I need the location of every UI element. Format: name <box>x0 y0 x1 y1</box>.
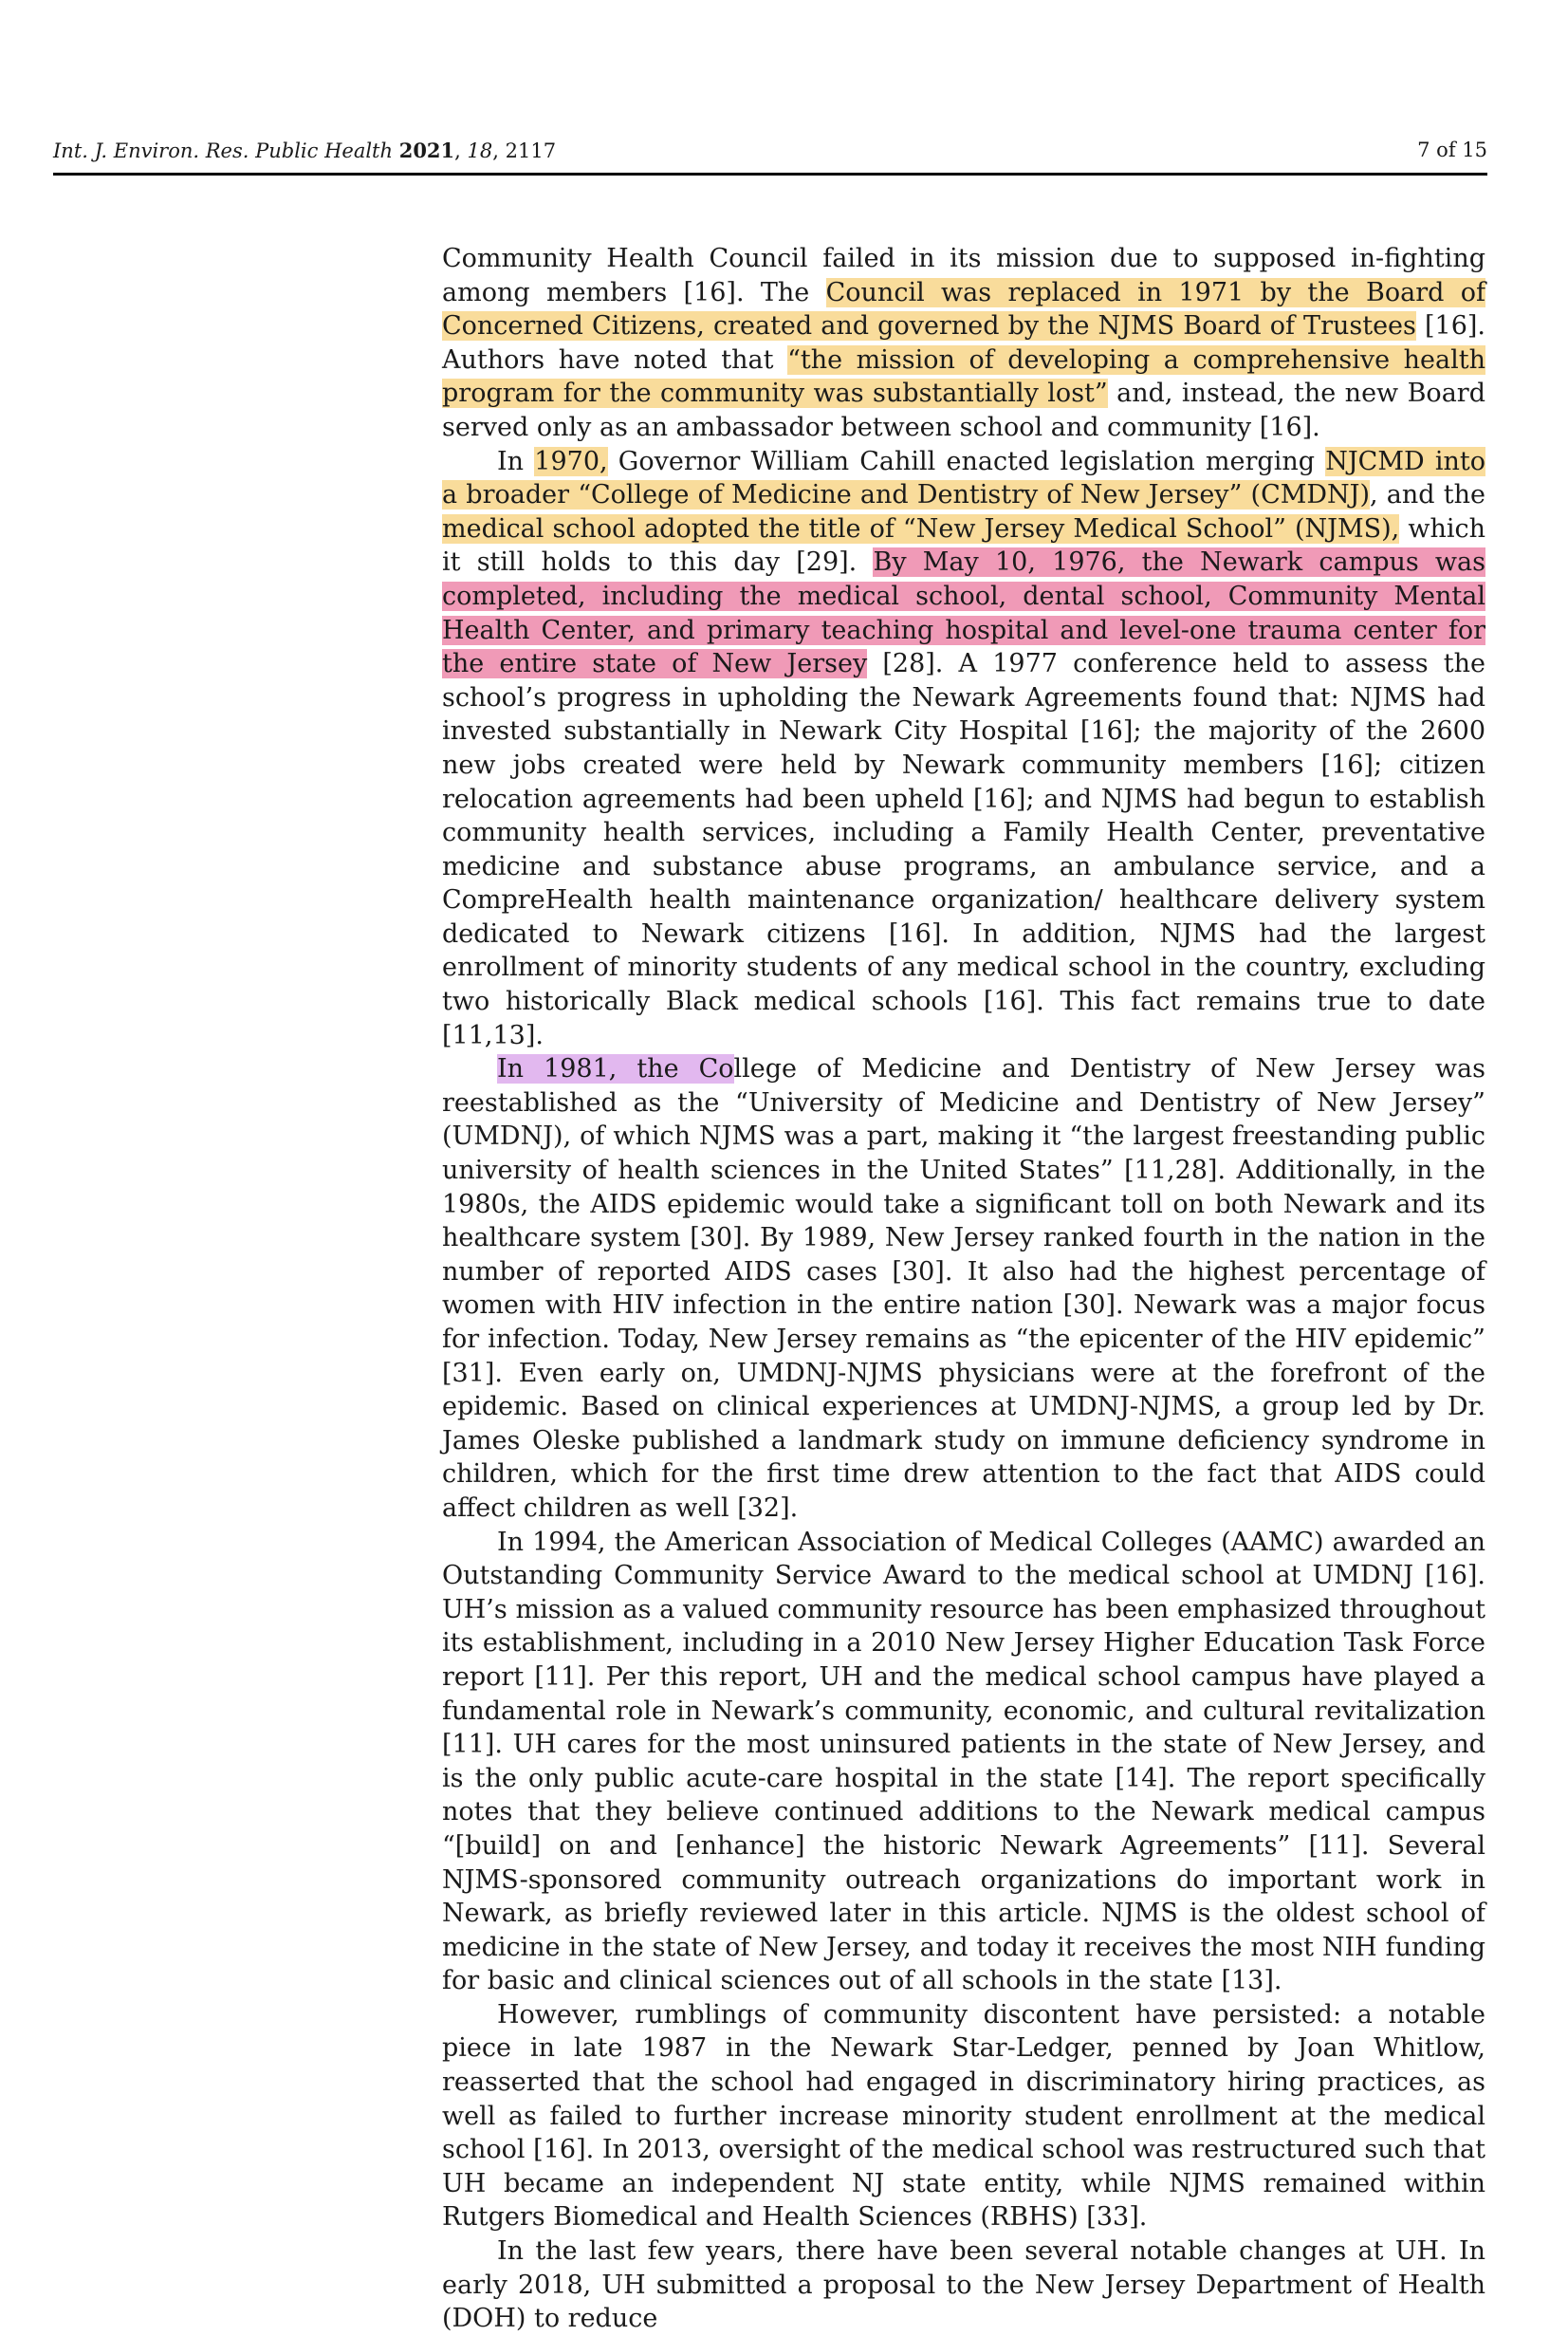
highlighted-text: 1970, <box>534 446 608 476</box>
text-run: [16]. Authors have noted that <box>442 311 1485 375</box>
journal-volume: 18 <box>467 139 493 162</box>
text-run: In the last few years, there have been several notable changes at UH. In early 2018, UH submitted a proposal to the New Jersey Department of Health (DOH) to reduce <box>442 2236 1485 2334</box>
journal-citation: Int. J. Environ. Res. Public Health 2021, 18, 2117 <box>53 139 557 162</box>
highlighted-text: Council was replaced in 1971 by the Board of Concerned Citizens, created and governed by the NJMS Board of Trustees <box>442 277 1485 342</box>
highlighted-text: NJCMD into a broader “College of Medicine and Dentistry of New Jersey” (CMDNJ) <box>442 446 1485 510</box>
article-number: 2117 <box>505 139 557 162</box>
paragraph <box>442 1526 1485 1998</box>
text-run: Community Health Council failed in its mission due to supposed in-fighting among members [16]. The <box>442 244 1485 307</box>
text-run: and, instead, the new Board served only as an ambassador between school and community [16]. <box>442 379 1485 442</box>
text-run: However, rumblings of community discontent have persisted: a notable piece in late 1987 in the Newark Star-Ledger, penned by Joan Whitlow, reasserted that the school had engaged in discriminatory hiring practices, as well as failed to further increase minority student enrollment at the medical school [16]. In 2013, oversight of the medical school was restructured such that UH became an independent NJ state entity, while NJMS remained within Rutgers Biomedical and Health Sciences (RBHS) [33]. <box>442 1999 1485 2233</box>
highlighted-text: “the mission of developing a comprehensive health program for the community was substantially lost” <box>442 344 1485 409</box>
highlighted-text: In 1981, the Co <box>497 1054 734 1085</box>
text-run: [28]. A 1977 conference held to assess the school’s progress in upholding the Newark Agreements found that: NJMS had invested substantially in Newark City Hospital [16]; the majority of the 2600 new jobs created were held by Newark community members [16]; citizen relocation agreements had been upheld [16]; and NJMS had begun to establish community health services, including a Family Health Center, preventative medicine and substance abuse programs, an ambulance service, and a CompreHealth health maintenance organization/ healthcare delivery system dedicated to Newark citizens [16]. In addition, NJMS had the largest enrollment of minority students of any medical school in the country, excluding two historically Black medical schools [16]. This fact remains true to date [11,13]. <box>442 649 1485 1050</box>
journal-year: 2021 <box>398 139 455 162</box>
text-run: In 1994, the American Association of Medical Colleges (AAMC) awarded an Outstanding Community Service Award to the medical school at UMDNJ [16]. UH’s mission as a valued community resource has been emphasized throughout its establishment, including in a 2010 New Jersey Higher Education Task Force report [11]. Per this report, UH and the medical school campus have played a fundamental role in Newark’s community, economic, and cultural revitalization [11]. UH cares for the most uninsured patients in the state of New Jersey, and is the only public acute-care hospital in the state [14]. The report specifically notes that they believe continued additions to the Newark medical campus “[build] on and [enhance] the historic Newark Agreements” [11]. Several NJMS-sponsored community outreach organizations do important work in Newark, as briefly reviewed later in this article. NJMS is the oldest school of medicine in the state of New Jersey, and today it receives the most NIH funding for basic and clinical sciences out of all schools in the state [13]. <box>442 1527 1485 1996</box>
highlighted-text: medical school adopted the title of “New Jersey Medical School” (NJMS), <box>442 513 1400 544</box>
paragraph <box>442 445 1485 1053</box>
paragraph <box>442 2234 1485 2336</box>
journal-name: Int. J. Environ. Res. Public Health <box>53 139 394 162</box>
running-header <box>53 133 1487 176</box>
text-run: llege of Medicine and Dentistry of New Jersey was reestablished as the “University of Medicine and Dentistry of New Jersey” (UMDNJ), of which NJMS was a part, making it “the largest freestanding public university of health sciences in the United States” [11,28]. Additionally, in the 1980s, the AIDS epidemic would take a significant toll on both Newark and its healthcare system [30]. By 1989, New Jersey ranked fourth in the nation in the number of reported AIDS cases [30]. It also had the highest percentage of women with HIV infection in the entire nation [30]. Newark was a major focus for infection. Today, New Jersey remains as “the epicenter of the HIV epidemic” [31]. Even early on, UMDNJ-NJMS physicians were at the forefront of the epidemic. Based on clinical experiences at UMDNJ-NJMS, a group led by Dr. James Oleske published a landmark study on immune deficiency syndrome in children, which for the first time drew attention to the fact that AIDS could affect children as well [32]. <box>442 1054 1485 1523</box>
text-run: , and the <box>1370 480 1485 510</box>
text-run: which it still holds to this day [29]. <box>442 513 1485 578</box>
text-run: In <box>497 446 535 476</box>
page-number: 7 of 15 <box>1417 139 1487 161</box>
highlighted-text: By May 10, 1976, the Newark campus was completed, including the medical school, dental school, Community Mental Health Center, and primary teaching hospital and level-one trauma center for the entire state of New Jersey <box>442 547 1485 679</box>
text-run: Governor William Cahill enacted legislation merging <box>607 446 1326 476</box>
paragraph <box>442 242 1485 445</box>
article-body <box>442 242 1485 2336</box>
paragraph <box>442 1052 1485 1525</box>
paragraph <box>442 1998 1485 2234</box>
